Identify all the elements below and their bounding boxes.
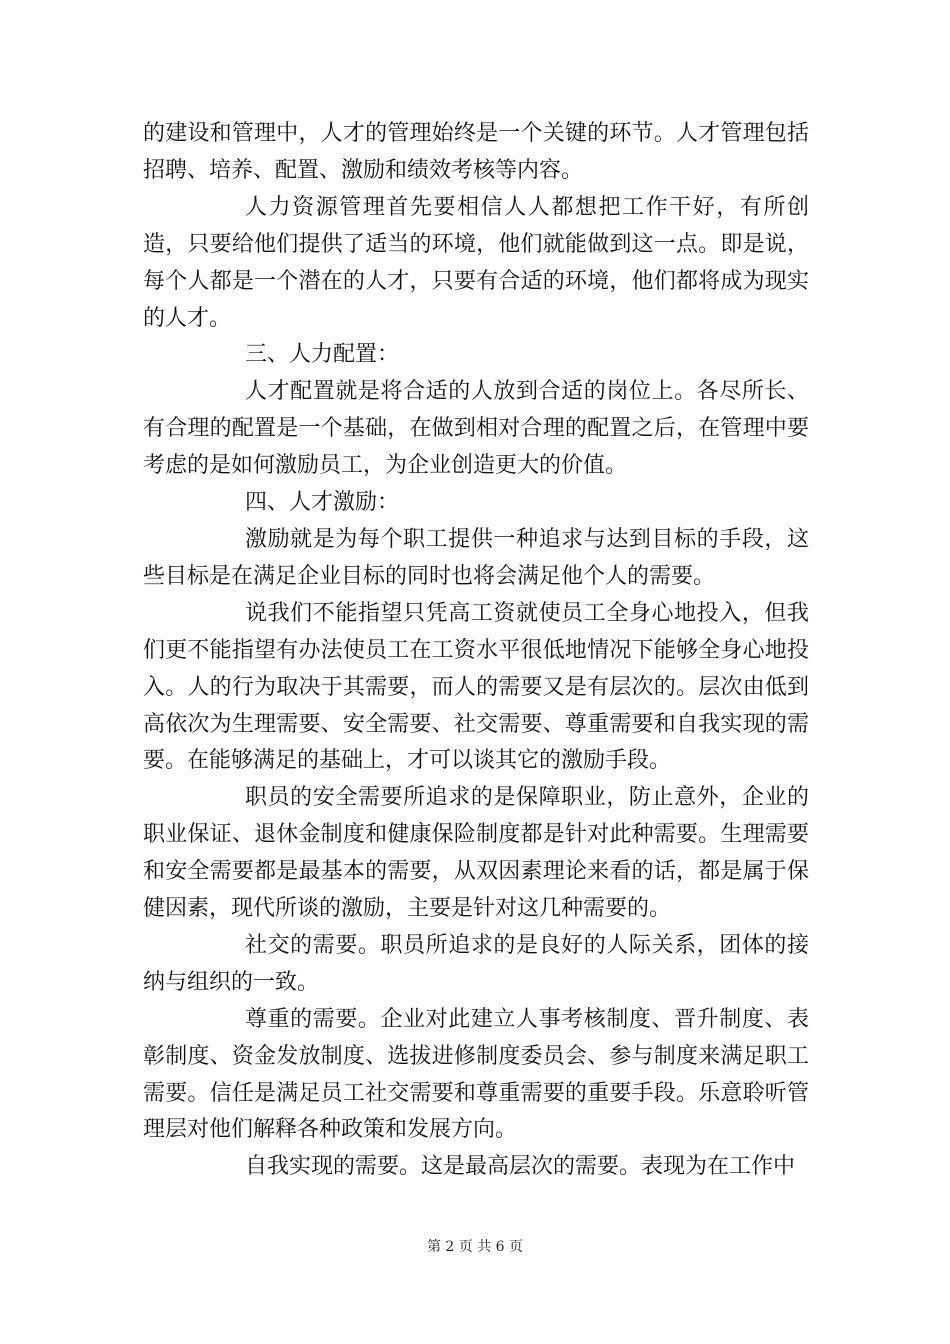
paragraph-allocation: 人才配置就是将合适的人放到合适的岗位上。各尽所长、有合理的配置是一个基础，在做到相对合理的配置之后，在管理中要考虑的是如何激励员工，为企业创造更大的价值。: [143, 379, 809, 479]
document-body: [143, 116, 809, 1186]
section-heading-motivation: 四、人才激励：: [245, 490, 400, 516]
section-heading-allocation: 三、人力配置：: [245, 342, 400, 368]
paragraph-social-needs: 社交的需要。职员所追求的是良好的人际关系，团体的接纳与组织的一致。: [143, 932, 809, 995]
paragraph-hr-management: 人力资源管理首先要相信人人都想把工作干好，有所创造，只要给他们提供了适当的环境，他们就能做到这一点。即是说，每个人都是一个潜在的人才，只要有合适的环境，他们都将成为现实的人才。: [143, 194, 809, 331]
paragraph-motivation-definition: 激励就是为每个职工提供一种追求与达到目标的手段，这些目标是在满足企业目标的同时也将会满足他个人的需要。: [143, 526, 809, 589]
paragraph-needs-hierarchy: 说我们不能指望只凭高工资就使员工全身心地投入，但我们更不能指望有办法使员工在工资水平很低地情况下能够全身心地投入。人的行为取决于其需要，而人的需要又是有层次的。层次由低到高依次为生理需要、安全需要、社交需要、尊重需要和自我实现的需要。在能够满足的基础上，才可以谈其它的激励手段。: [143, 600, 809, 774]
paragraph-continued: 的建设和管理中，人才的管理始终是一个关键的环节。人才管理包括招聘、培养、配置、激励和绩效考核等内容。: [143, 121, 809, 183]
page-footer: [0, 1236, 950, 1256]
paragraph-esteem-needs: 尊重的需要。企业对此建立人事考核制度、晋升制度、表彰制度、资金发放制度、选拔进修制度委员会、参与制度来满足职工需要。信任是满足员工社交需要和尊重需要的重要手段。乐意聆听管理层对他们解释各种政策和发展方向。: [143, 1006, 809, 1143]
paragraph-self-actualization: 自我实现的需要。这是最高层次的需要。表现为在工作中: [245, 1154, 796, 1180]
page-number: 第 2 页 共 6 页: [426, 1239, 524, 1255]
paragraph-safety-needs: 职员的安全需要所追求的是保障职业，防止意外，企业的职业保证、退休金制度和健康保险制度都是针对此种需要。生理需要和安全需要都是最基本的需要，从双因素理论来看的话，都是属于保健因素，现代所谈的激励，主要是针对这几种需要的。: [143, 785, 809, 922]
